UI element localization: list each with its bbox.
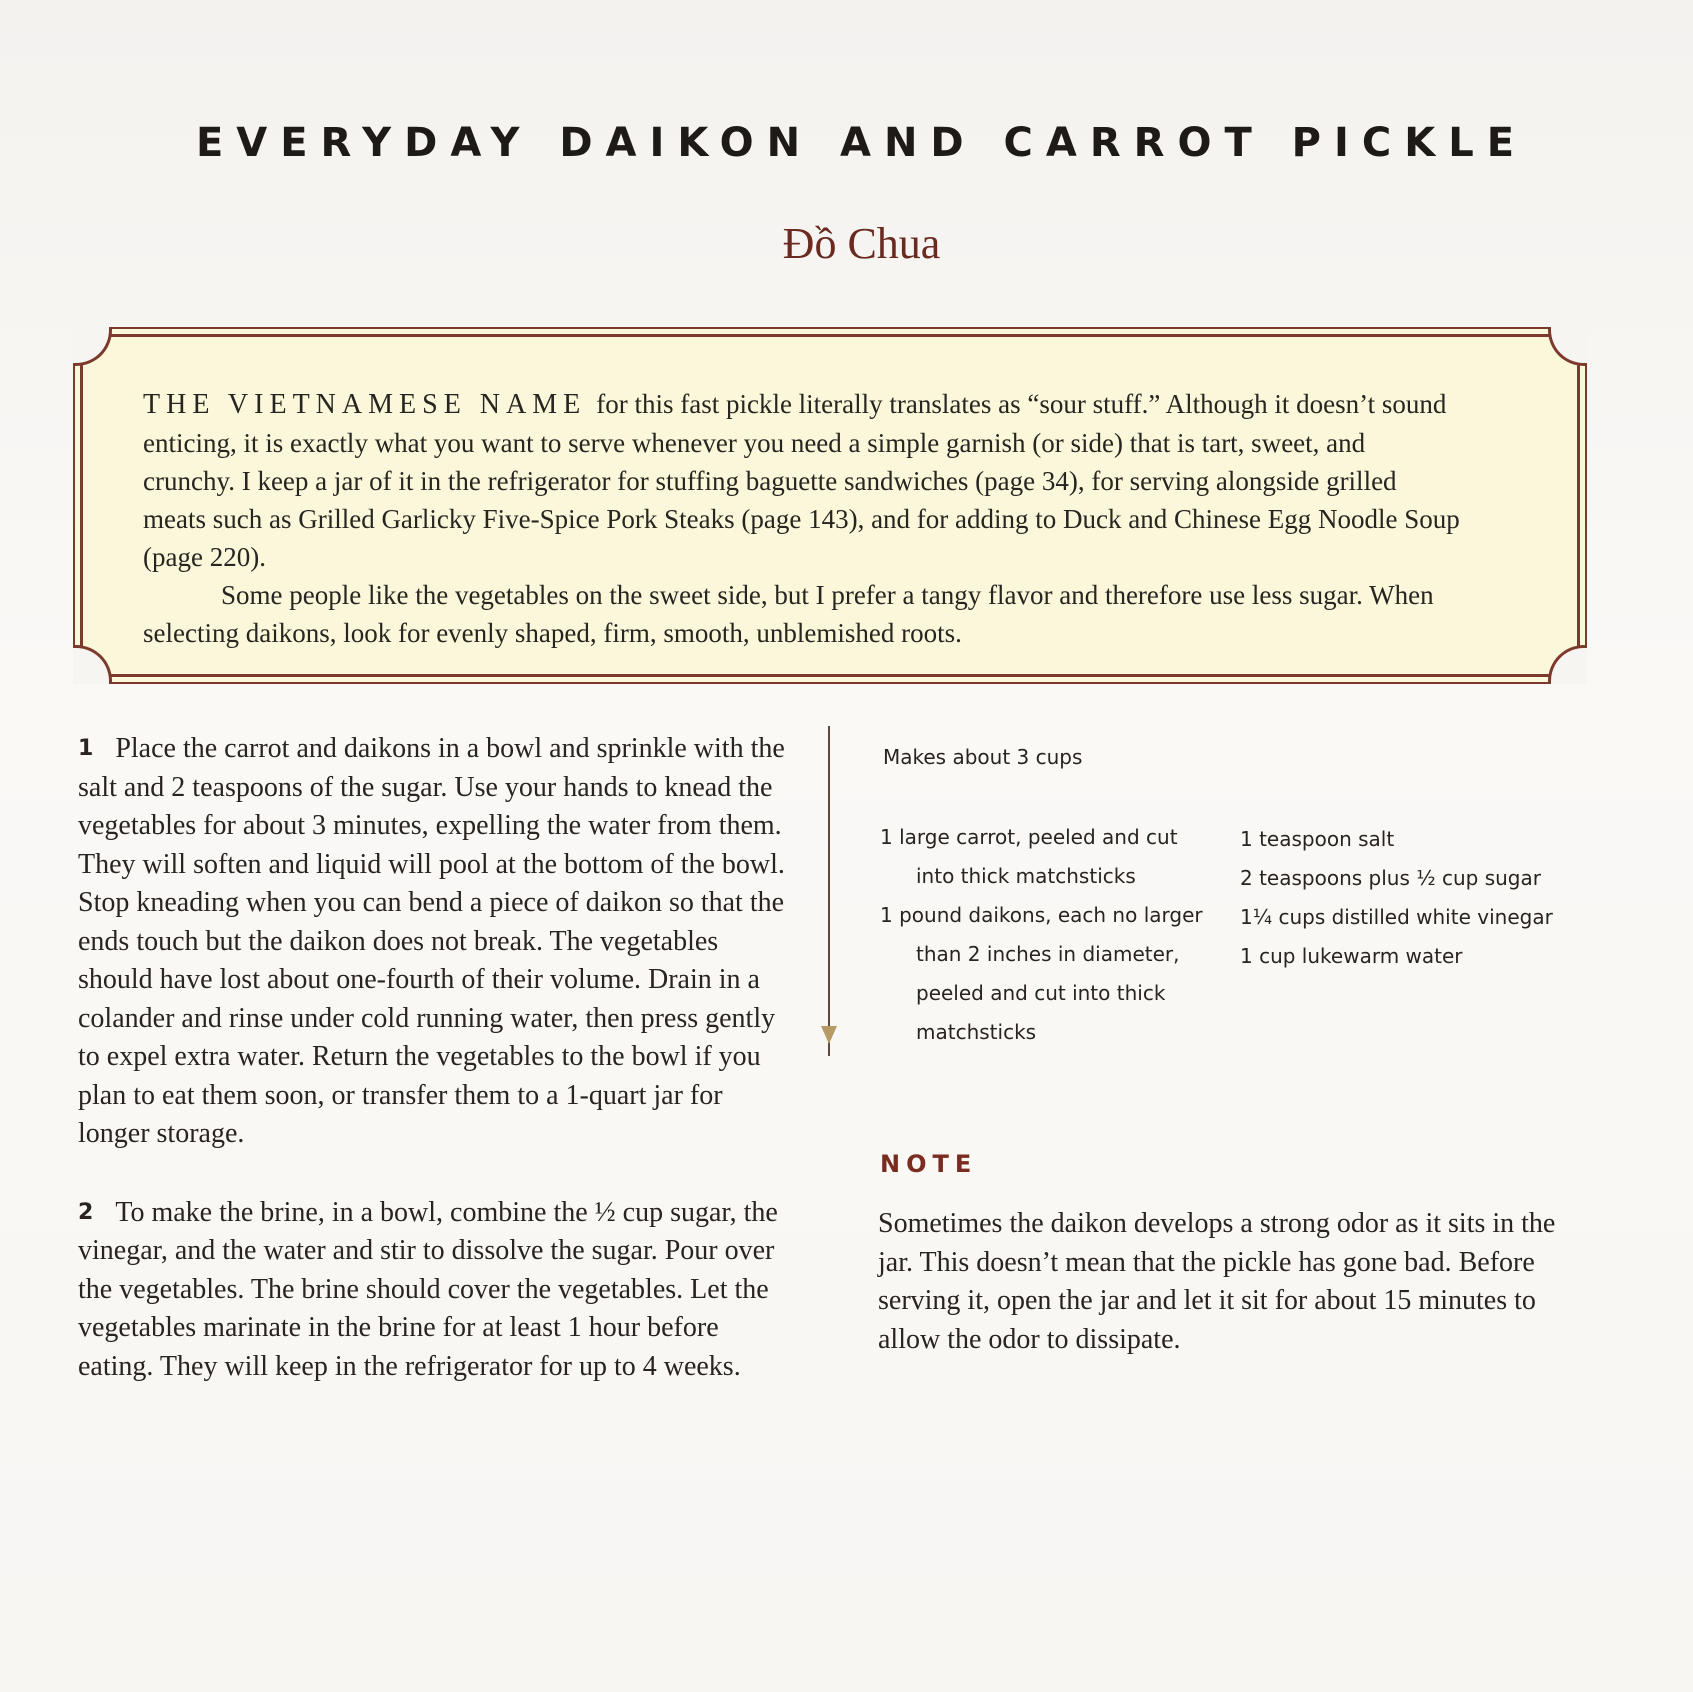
intro-lead: THE VIETNAMESE NAME — [143, 389, 587, 420]
recipe-subtitle: Đồ Chua — [782, 219, 941, 268]
ingredient-item: 1¼ cups distilled white vinegar — [1240, 905, 1553, 929]
column-divider — [828, 726, 830, 1056]
intro-text — [143, 385, 1463, 652]
divider-ornament-icon — [821, 1026, 837, 1044]
intro-paragraph-2: Some people like the vegetables on the sweet side, but I prefer a tangy flavor and therefore use less sugar. When selecting daikons, look for evenly shaped, firm, smooth, unblemished roots. — [143, 580, 1434, 648]
step-number: 1 — [78, 736, 94, 761]
box-corner-ornament — [73, 327, 112, 366]
step-text: To make the brine, in a bowl, combine the ½ cup sugar, the vinegar, and the water and stir to dissolve the sugar. Pour over the vegetables. The brine should cover the vegetables. Let the vegetables marinate in the brine for at least 1 hour before eating. They will keep in the refrigerator for up to 4 weeks. — [78, 1196, 778, 1382]
recipe-title: EVERYDAY DAIKON AND CARROT PICKLE — [195, 120, 1528, 166]
ingredients-column-2 — [1240, 820, 1560, 976]
ingredient-item: 2 teaspoons plus ½ cup sugar — [1240, 866, 1541, 890]
ingredients-column-1 — [880, 818, 1220, 1052]
box-corner-ornament — [73, 645, 112, 684]
note-text: Sometimes the daikon develops a strong odor as it sits in the jar. This doesn’t mean that the pickle has gone bad. Before serving it, open the jar and let it sit for about 15 minutes to allow the odor to dissipate. — [878, 1208, 1556, 1355]
box-corner-ornament — [1548, 327, 1587, 366]
intro-paragraph-1 — [143, 385, 1463, 576]
ingredient-item: 1 cup lukewarm water — [1240, 944, 1463, 968]
intro-box — [80, 334, 1580, 677]
intro-paragraph-1-text: for this fast pickle literally translates as “sour stuff.” Although it doesn’t sound enticing, it is exactly what you want to serve whenever you need a simple garnish (or side) that is tart, sweet, and crunchy. I keep a jar of it in the refrigerator for stuffing baguette sandwiches (page 34), for serving alongside grilled meats such as Grilled Garlicky Five-Spice Pork Steaks (page 143), and for adding to Duck and Chinese Egg Noodle Soup (page 220). — [143, 389, 1460, 572]
box-corner-ornament — [1548, 645, 1587, 684]
method-step — [78, 1194, 798, 1387]
ingredient-item: 1 large carrot, peeled and cut into thick matchsticks — [880, 825, 1178, 888]
note-heading: NOTE — [880, 1150, 978, 1178]
ingredient-item: 1 pound daikons, each no larger than 2 inches in diameter, peeled and cut into thick matchsticks — [880, 903, 1203, 1044]
recipe-yield: Makes about 3 cups — [883, 745, 1083, 769]
method-column — [78, 730, 798, 1426]
step-number: 2 — [78, 1199, 94, 1225]
ingredient-item: 1 teaspoon salt — [1240, 827, 1395, 851]
step-text: Place the carrot and daikons in a bowl and sprinkle with the salt and 2 teaspoons of the sugar. Use your hands to knead the vegetables for about 3 minutes, expelling the water from them. They will soften and liquid will pool at the bottom of the bowl. Stop kneading when you can bend a piece of daikon so that the ends touch but the daikon does not break. The vegetables should have lost about one-fourth of their volume. Drain in a colander and rinse under cold running water, then press gently to expel extra water. Return the vegetables to the bowl if you plan to eat them soon, or transfer them to a 1-quart jar for longer storage. — [78, 733, 785, 1149]
method-step — [78, 730, 798, 1154]
